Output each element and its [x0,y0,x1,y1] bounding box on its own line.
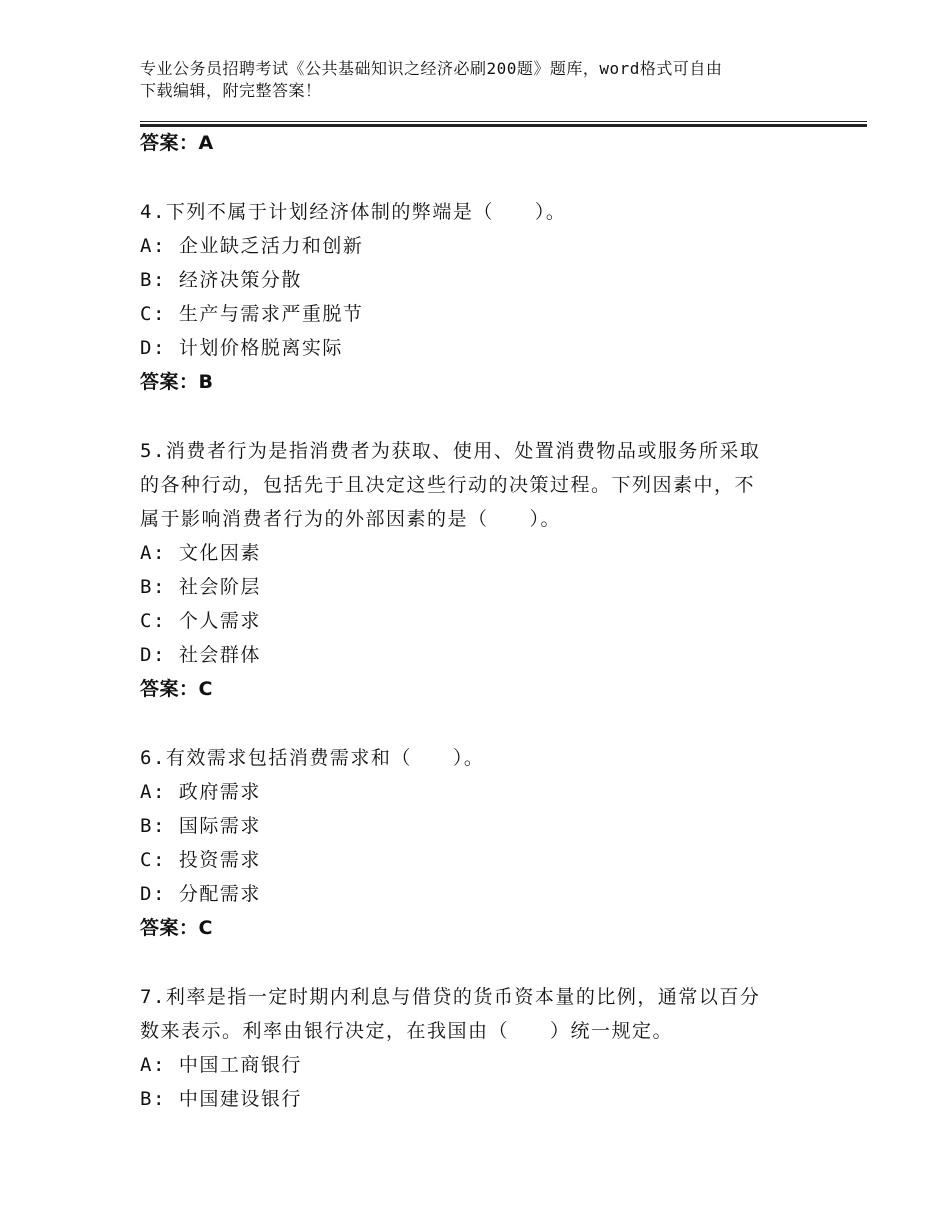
question-6-option-d: D: 分配需求 [140,883,261,905]
question-4-option-a: A: 企业缺乏活力和创新 [140,235,364,257]
question-5-stem-line-1: 5.消费者行为是指消费者为获取、使用、处置消费物品或服务所采取 [140,440,761,462]
question-5-stem-line-3: 属于影响消费者行为的外部因素的是（ ）。 [140,508,562,530]
header-rule-thick [140,124,867,127]
question-5-stem-line-2: 的各种行动，包括先于且决定这些行动的决策过程。下列因素中，不 [140,474,756,496]
header-rule-thin [140,121,867,122]
question-7-stem-line-2: 数来表示。利率由银行决定，在我国由（ ）统一规定。 [140,1020,674,1042]
question-4-option-b: B: 经济决策分散 [140,269,302,291]
question-4-option-d: D: 计划价格脱离实际 [140,337,343,359]
question-4-option-c: C: 生产与需求严重脱节 [140,303,364,325]
answer-q5: 答案：C [140,678,213,700]
question-6-option-a: A: 政府需求 [140,781,261,803]
answer-q4: 答案：B [140,371,214,393]
question-5-option-d: D: 社会群体 [140,644,261,666]
header-line-1: 专业公务员招聘考试《公共基础知识之经济必刷200题》题库，word格式可自由 [140,59,723,78]
answer-q3: 答案：A [140,132,214,154]
question-6-stem: 6.有效需求包括消费需求和（ ）。 [140,747,485,769]
page-header [140,58,820,102]
answer-q6: 答案：C [140,917,213,939]
question-7-option-b: B: 中国建设银行 [140,1088,302,1110]
question-7-stem-line-1: 7.利率是指一定时期内利息与借贷的货币资本量的比例，通常以百分 [140,986,761,1008]
question-5-option-b: B: 社会阶层 [140,576,261,598]
question-6-option-b: B: 国际需求 [140,815,261,837]
question-4-stem: 4.下列不属于计划经济体制的弊端是（ ）。 [140,201,567,223]
question-6-option-c: C: 投资需求 [140,849,261,871]
question-5-option-c: C: 个人需求 [140,610,261,632]
question-5-option-a: A: 文化因素 [140,542,261,564]
question-7-option-a: A: 中国工商银行 [140,1054,302,1076]
header-line-2: 下载编辑，附完整答案！ [140,81,322,100]
